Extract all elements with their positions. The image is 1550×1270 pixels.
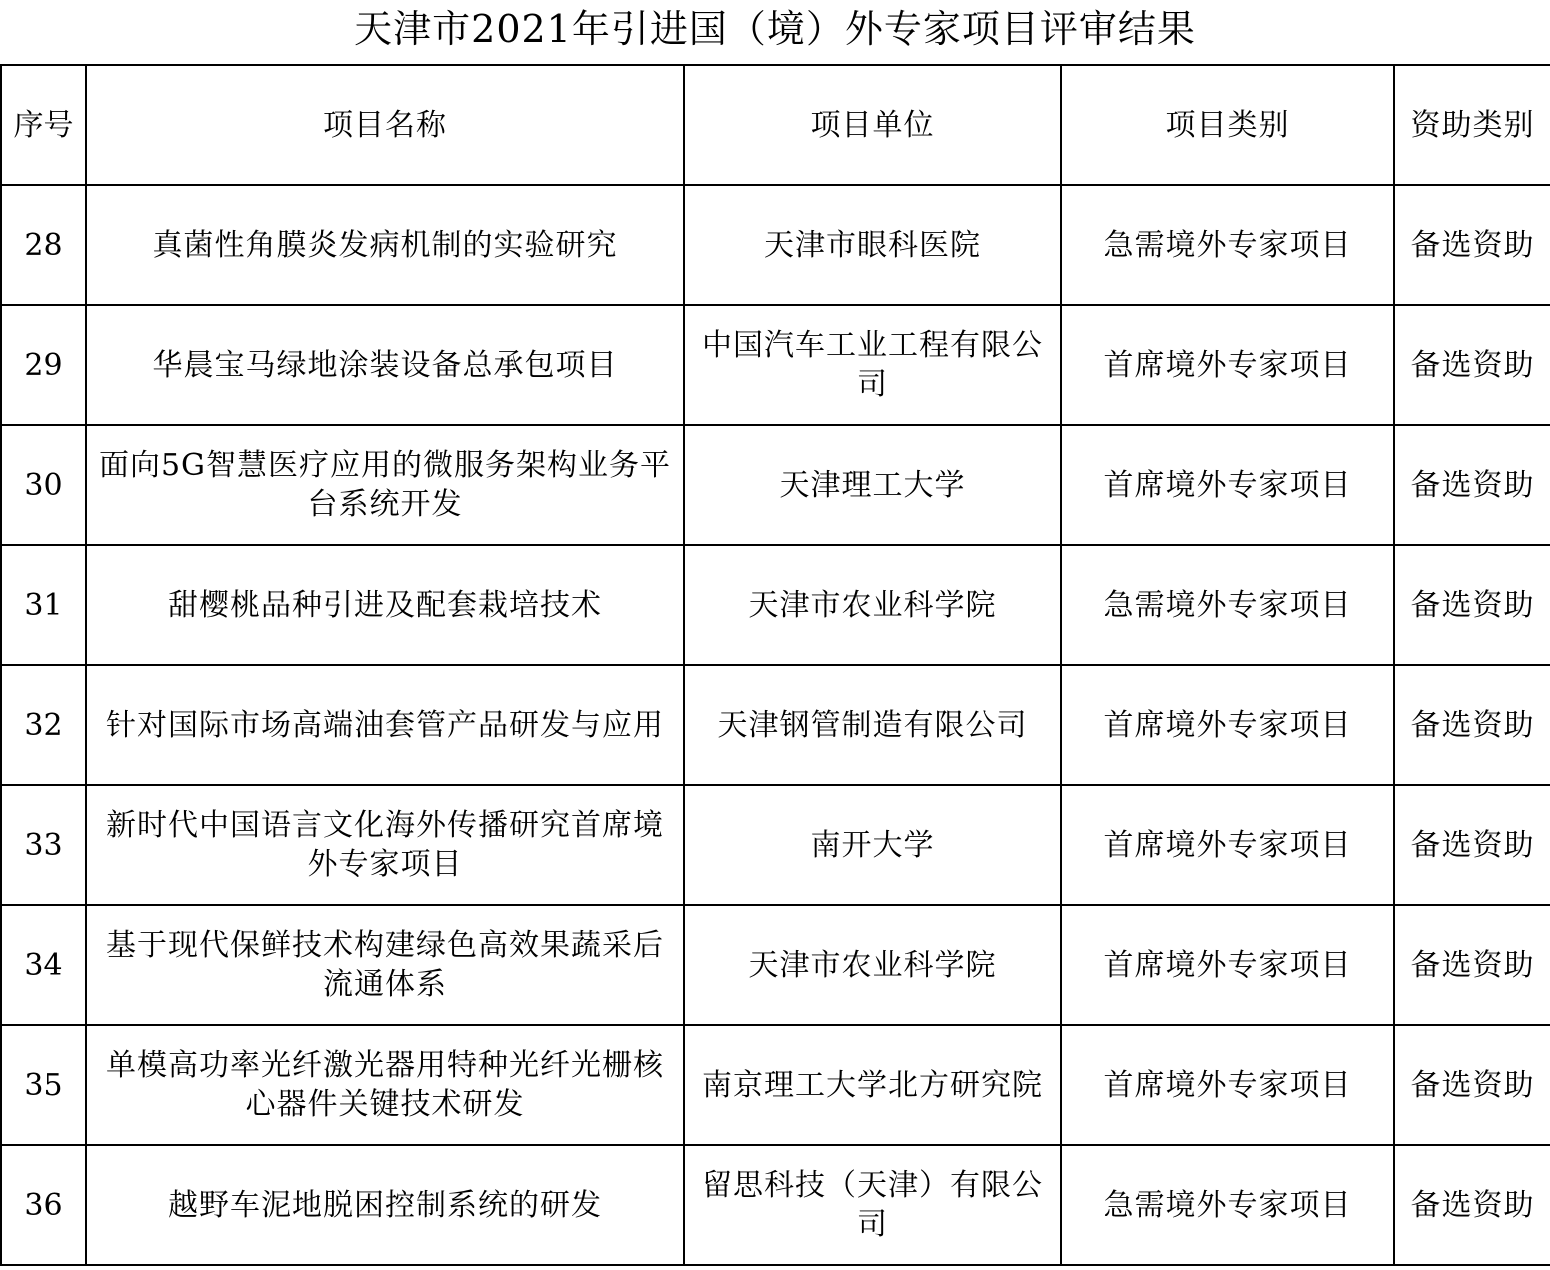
cell-project-name: 华晨宝马绿地涂装设备总承包项目 <box>86 305 684 425</box>
cell-project-name: 针对国际市场高端油套管产品研发与应用 <box>86 665 684 785</box>
cell-project-unit: 天津市农业科学院 <box>684 905 1061 1025</box>
cell-no: 29 <box>1 305 86 425</box>
cell-no: 28 <box>1 185 86 305</box>
cell-project-category: 首席境外专家项目 <box>1061 905 1394 1025</box>
cell-project-unit: 天津市眼科医院 <box>684 185 1061 305</box>
cell-funding-category: 备选资助 <box>1394 305 1550 425</box>
table-row <box>1 185 1550 305</box>
cell-project-category: 急需境外专家项目 <box>1061 1145 1394 1265</box>
cell-project-name: 越野车泥地脱困控制系统的研发 <box>86 1145 684 1265</box>
cell-project-unit: 天津市农业科学院 <box>684 545 1061 665</box>
cell-no: 35 <box>1 1025 86 1145</box>
cell-funding-category: 备选资助 <box>1394 1025 1550 1145</box>
cell-project-unit: 南京理工大学北方研究院 <box>684 1025 1061 1145</box>
cell-funding-category: 备选资助 <box>1394 545 1550 665</box>
table-header-row <box>1 65 1550 185</box>
cell-funding-category: 备选资助 <box>1394 785 1550 905</box>
table-row <box>1 665 1550 785</box>
header-funding-category: 资助类别 <box>1394 65 1550 185</box>
table-row <box>1 1145 1550 1265</box>
cell-no: 30 <box>1 425 86 545</box>
cell-no: 31 <box>1 545 86 665</box>
cell-project-category: 首席境外专家项目 <box>1061 1025 1394 1145</box>
cell-project-unit: 南开大学 <box>684 785 1061 905</box>
cell-project-category: 首席境外专家项目 <box>1061 785 1394 905</box>
cell-project-unit: 天津钢管制造有限公司 <box>684 665 1061 785</box>
header-no: 序号 <box>1 65 86 185</box>
cell-no: 33 <box>1 785 86 905</box>
table-row <box>1 425 1550 545</box>
header-project-name: 项目名称 <box>86 65 684 185</box>
cell-project-unit: 天津理工大学 <box>684 425 1061 545</box>
cell-project-name: 甜樱桃品种引进及配套栽培技术 <box>86 545 684 665</box>
cell-project-category: 急需境外专家项目 <box>1061 185 1394 305</box>
cell-project-category: 首席境外专家项目 <box>1061 665 1394 785</box>
cell-project-unit: 留思科技（天津）有限公司 <box>684 1145 1061 1265</box>
cell-project-unit: 中国汽车工业工程有限公司 <box>684 305 1061 425</box>
cell-funding-category: 备选资助 <box>1394 425 1550 545</box>
cell-funding-category: 备选资助 <box>1394 905 1550 1025</box>
cell-project-name: 基于现代保鲜技术构建绿色高效果蔬采后流通体系 <box>86 905 684 1025</box>
cell-project-name: 新时代中国语言文化海外传播研究首席境外专家项目 <box>86 785 684 905</box>
page-title: 天津市2021年引进国（境）外专家项目评审结果 <box>354 7 1196 51</box>
header-project-category: 项目类别 <box>1061 65 1394 185</box>
cell-funding-category: 备选资助 <box>1394 1145 1550 1265</box>
cell-no: 34 <box>1 905 86 1025</box>
cell-no: 32 <box>1 665 86 785</box>
cell-funding-category: 备选资助 <box>1394 185 1550 305</box>
cell-project-category: 首席境外专家项目 <box>1061 425 1394 545</box>
cell-project-name: 单模高功率光纤激光器用特种光纤光栅核心器件关键技术研发 <box>86 1025 684 1145</box>
table-row <box>1 905 1550 1025</box>
header-project-unit: 项目单位 <box>684 65 1061 185</box>
results-table <box>0 64 1550 1266</box>
table-row <box>1 1025 1550 1145</box>
cell-project-category: 首席境外专家项目 <box>1061 305 1394 425</box>
cell-no: 36 <box>1 1145 86 1265</box>
cell-project-name: 面向5G智慧医疗应用的微服务架构业务平台系统开发 <box>86 425 684 545</box>
table-row <box>1 785 1550 905</box>
cell-project-name: 真菌性角膜炎发病机制的实验研究 <box>86 185 684 305</box>
cell-funding-category: 备选资助 <box>1394 665 1550 785</box>
cell-project-category: 急需境外专家项目 <box>1061 545 1394 665</box>
table-row <box>1 305 1550 425</box>
table-row <box>1 545 1550 665</box>
